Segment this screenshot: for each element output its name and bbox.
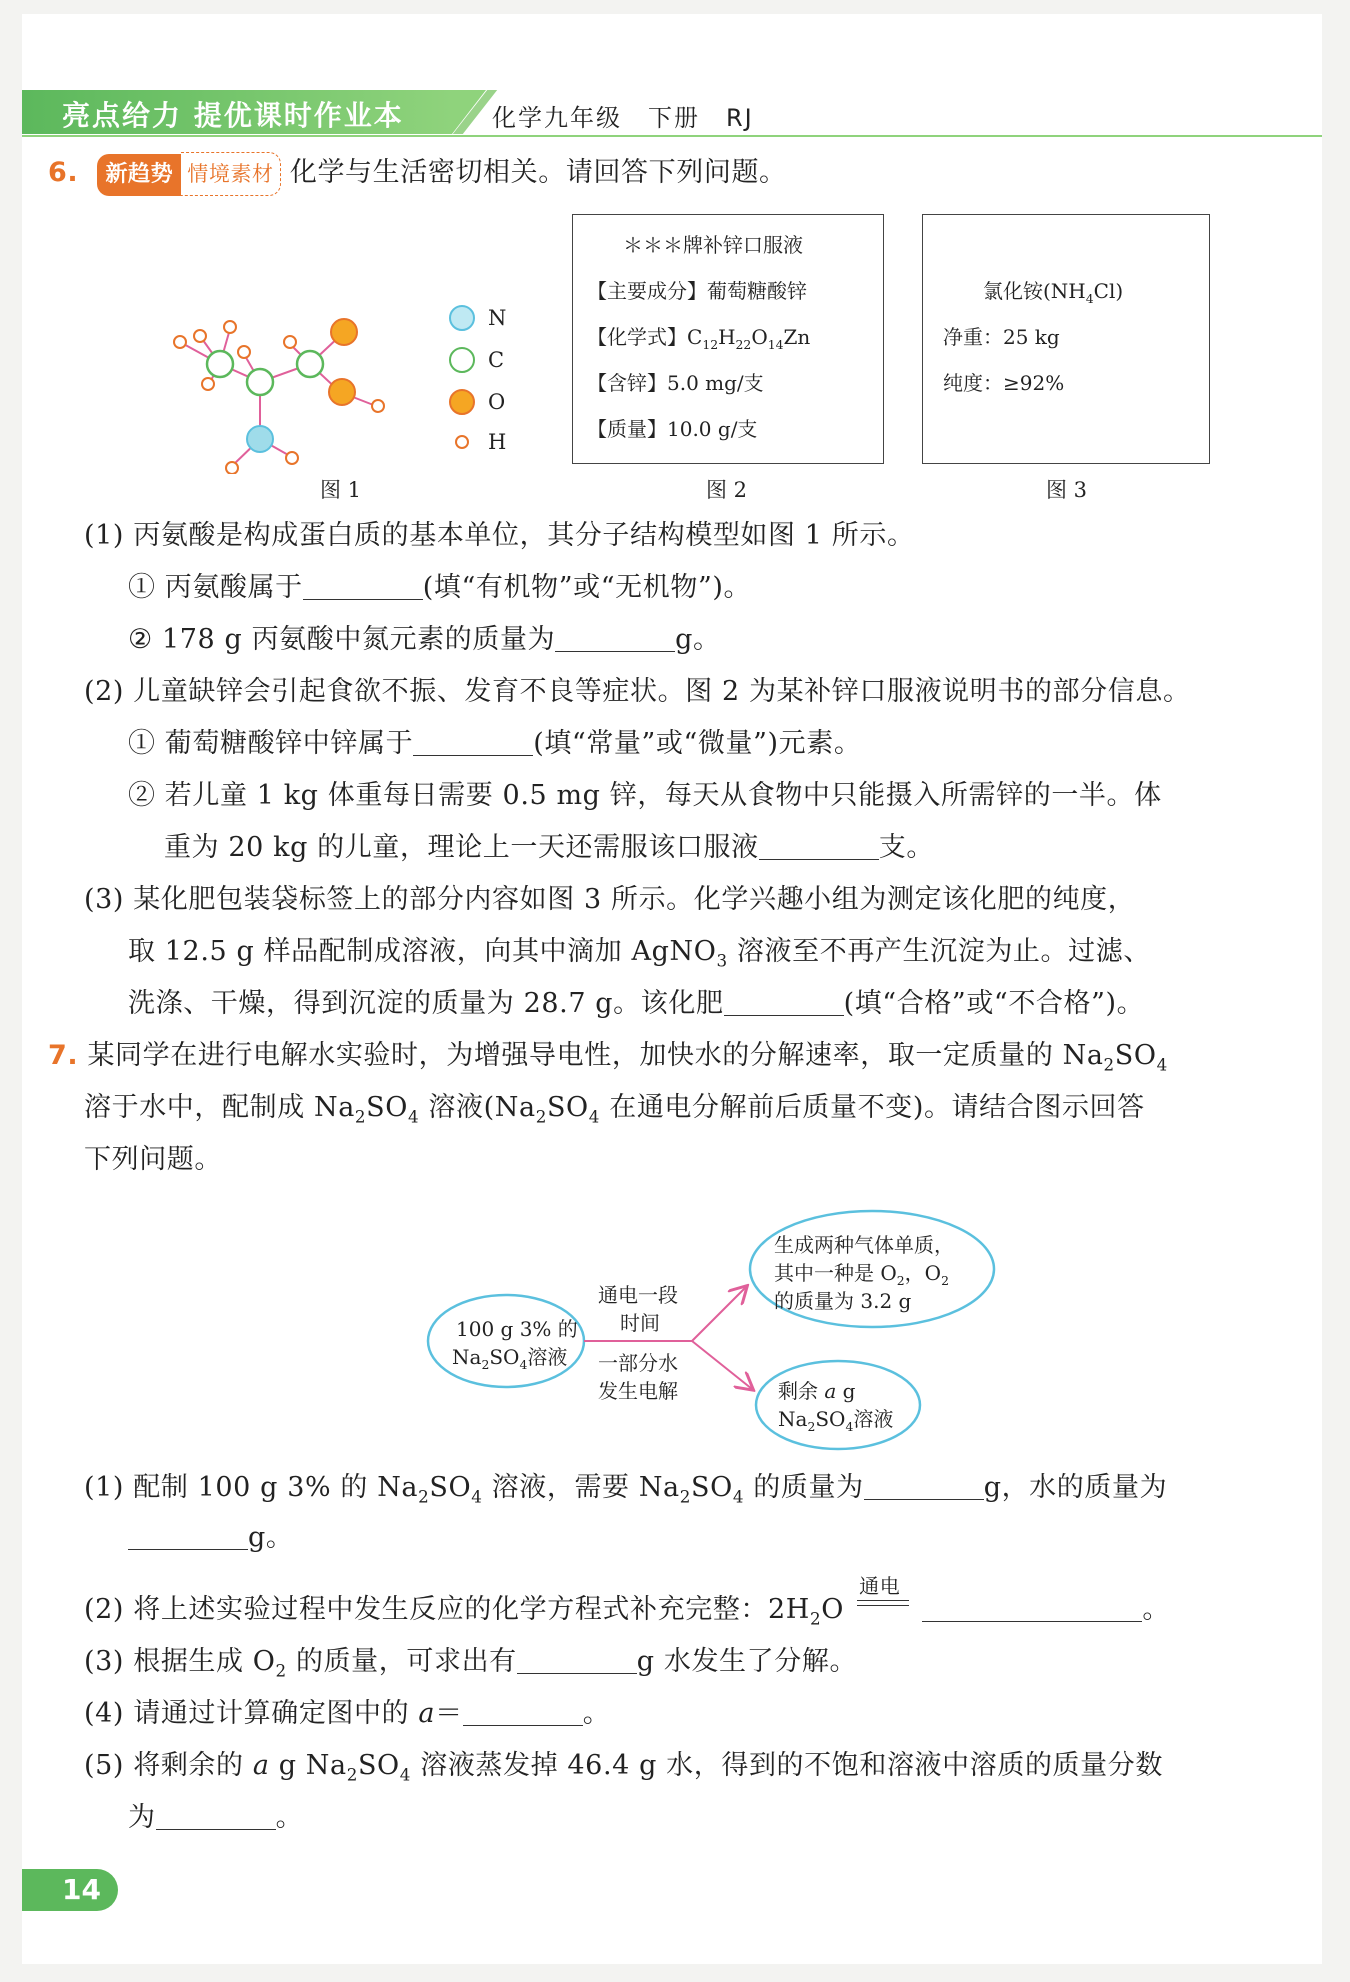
answer-blank[interactable] (128, 1523, 248, 1550)
q7-p3: (3) 根据生成 $O_2$ 的质量，可求出有 g 水发生了分解。 (84, 1646, 858, 1681)
header-rule (22, 135, 1322, 137)
page-number: 14 (22, 1869, 118, 1911)
answer-blank[interactable] (864, 1473, 984, 1500)
q7-p2: (2) 将上述实验过程中发生反应的化学方程式补充完整：$2H_2O$ 通电 。 (84, 1590, 1170, 1638)
q7-stem-line2: 溶于水中，配制成 $Na_2SO_4$ 溶液($Na_2SO_4$ 在通电分解前后质量不变)。请结合图示回答 (84, 1092, 1145, 1127)
atom-h (194, 330, 206, 342)
answer-blank[interactable] (303, 573, 423, 600)
start-text-1: 100 g 3% 的 (456, 1317, 578, 1341)
mid-text-2: 时间 (620, 1311, 660, 1335)
gas-text-2: 其中一种是 $O_2$，$O_2$ (774, 1261, 949, 1288)
q7-stem-line1: 7. 某同学在进行电解水实验时，为增强导电性，加快水的分解速率，取一定质量的 $Na_2SO_4$ (48, 1040, 1168, 1075)
fig2-title: ＊＊＊牌补锌口服液 (623, 233, 803, 257)
answer-blank[interactable] (463, 1699, 583, 1726)
answer-blank[interactable] (759, 833, 879, 860)
arrow-up (692, 1287, 746, 1341)
fig2-line-zinc: 【含锌】5.0 mg/支 (587, 371, 764, 395)
atom-h (226, 462, 238, 474)
figure3-label-box (922, 214, 1210, 464)
q7-p5-line1: (5) 将剩余的 a g $Na_2SO_4$ 溶液蒸发掉 46.4 g 水，得到的不饱和溶液中溶质的质量分数 (84, 1750, 1163, 1785)
q6-stem (48, 152, 787, 196)
answer-blank[interactable] (555, 625, 675, 652)
q6-p3-line2: 取 12.5 g 样品配制成溶液，向其中滴加 AgNO$_3$ 溶液至不再产生沉淀为止。过滤、 (128, 936, 1151, 971)
legend-c: C (488, 348, 505, 372)
legend-c-symbol (450, 348, 474, 372)
q7-p5-line2: 为 。 (128, 1802, 304, 1833)
q6-p3-line3: 洗涤、干燥，得到沉淀的质量为 28.7 g。该化肥 (填“合格”或“不合格”)。 (128, 988, 1145, 1019)
q6-stem-text: 化学与生活密切相关。请回答下列问题。 (289, 157, 787, 188)
q7-p4: (4) 请通过计算确定图中的 a＝ 。 (84, 1698, 611, 1729)
atom-h (224, 321, 236, 333)
legend-o: O (488, 390, 506, 414)
tag-new-trend: 新趋势 (97, 154, 181, 196)
legend-h: H (488, 430, 507, 454)
q6-p2-b-line2: 重为 20 kg 的儿童，理论上一天还需服该口服液 支。 (164, 832, 934, 863)
tag-context: 情境素材 (181, 152, 280, 196)
atom-h (174, 336, 186, 348)
start-text-2: $Na_2SO_4$溶液 (452, 1345, 568, 1372)
q7-stem-line3: 下列问题。 (84, 1144, 222, 1175)
q7-p1-line1: (1) 配制 100 g 3% 的 $Na_2SO_4$ 溶液，需要 $Na_2SO_4$ 的质量为 g，水的质量为 (84, 1472, 1168, 1507)
atom-c (207, 351, 233, 377)
fig2-line-ingredient: 【主要成分】葡萄糖酸锌 (587, 279, 807, 303)
q6-p1-b: ② 178 g 丙氨酸中氮元素的质量为 g。 (128, 624, 721, 655)
figure1-legend-symbols (442, 298, 482, 468)
figure2-label-box (572, 214, 884, 464)
q6-p2-intro: (2) 儿童缺锌会引起食欲不振、发育不良等症状。图 2 为某补锌口服液说明书的部分信息。 (84, 676, 1191, 707)
q7-p1-line2: g。 (128, 1518, 293, 1558)
book-subtitle: 化学九年级 下册 RJ (492, 104, 754, 132)
fig2-line-mass: 【质量】10.0 g/支 (587, 417, 758, 441)
condition-label: 通电 (859, 1574, 901, 1598)
answer-blank[interactable] (517, 1647, 637, 1674)
fig3-net: 净重：25 kg (943, 325, 1060, 349)
atom-c (247, 369, 273, 395)
q6-p1-intro: (1) 丙氨酸是构成蛋白质的基本单位，其分子结构模型如图 1 所示。 (84, 520, 915, 551)
fig3-name: 氯化铵$(NH_4Cl)$ (983, 279, 1124, 306)
q6-p2-b-line1: ② 若儿童 1 kg 体重每日需要 0.5 mg 锌，每天从食物中只能摄入所需锌的一半。体 (128, 780, 1162, 811)
page (22, 14, 1322, 1964)
atom-h (284, 336, 296, 348)
answer-blank[interactable] (413, 729, 533, 756)
gas-text-3: 的质量为 3.2 g (774, 1289, 912, 1313)
answer-blank[interactable] (156, 1803, 276, 1830)
q7-number: 7. (48, 1040, 79, 1071)
figure2-caption: 图 2 (706, 478, 748, 502)
mid-text-1: 通电一段 (598, 1283, 678, 1307)
mid-text-3: 一部分水 (598, 1351, 678, 1375)
fig2-line-formula: 【化学式】$C_{12}H_{22}O_{14}Zn$ (587, 325, 811, 352)
fig3-purity: 纯度：≥92% (943, 371, 1065, 395)
atom-o (331, 319, 357, 345)
figure3-caption: 图 3 (1046, 478, 1088, 502)
figure1-caption: 图 1 (320, 478, 362, 502)
q6-p3-line1: (3) 某化肥包装袋标签上的部分内容如图 3 所示。化学兴趣小组为测定该化肥的纯度， (84, 884, 1136, 915)
q6-p1-a: ① 丙氨酸属于 (填“有机物”或“无机物”)。 (128, 572, 752, 603)
atom-h (372, 400, 384, 412)
answer-blank[interactable] (922, 1595, 1142, 1622)
mid-text-4: 发生电解 (598, 1379, 678, 1403)
atom-n (247, 426, 273, 452)
legend-n: N (488, 306, 507, 330)
remaining-text-1: 剩余 a g (778, 1379, 856, 1403)
q6-p2-a: ① 葡萄糖酸锌中锌属于 (填“常量”或“微量”)元素。 (128, 728, 862, 759)
atom-h (238, 346, 250, 358)
remaining-text-2: $Na_2SO_4$溶液 (778, 1407, 894, 1434)
q6-number: 6. (48, 157, 79, 188)
atom-h (202, 378, 214, 390)
answer-blank[interactable] (724, 989, 844, 1016)
atom-c (297, 351, 323, 377)
book-title: 亮点给力 提优课时作业本 (62, 99, 404, 132)
legend-h-symbol (456, 436, 468, 448)
reaction-condition (853, 1574, 913, 1622)
atom-h (286, 452, 298, 464)
legend-o-symbol (450, 390, 474, 414)
gas-text-1: 生成两种气体单质， (774, 1233, 954, 1257)
legend-n-symbol (450, 306, 474, 330)
atom-o (329, 379, 355, 405)
arrow-down (692, 1341, 752, 1389)
